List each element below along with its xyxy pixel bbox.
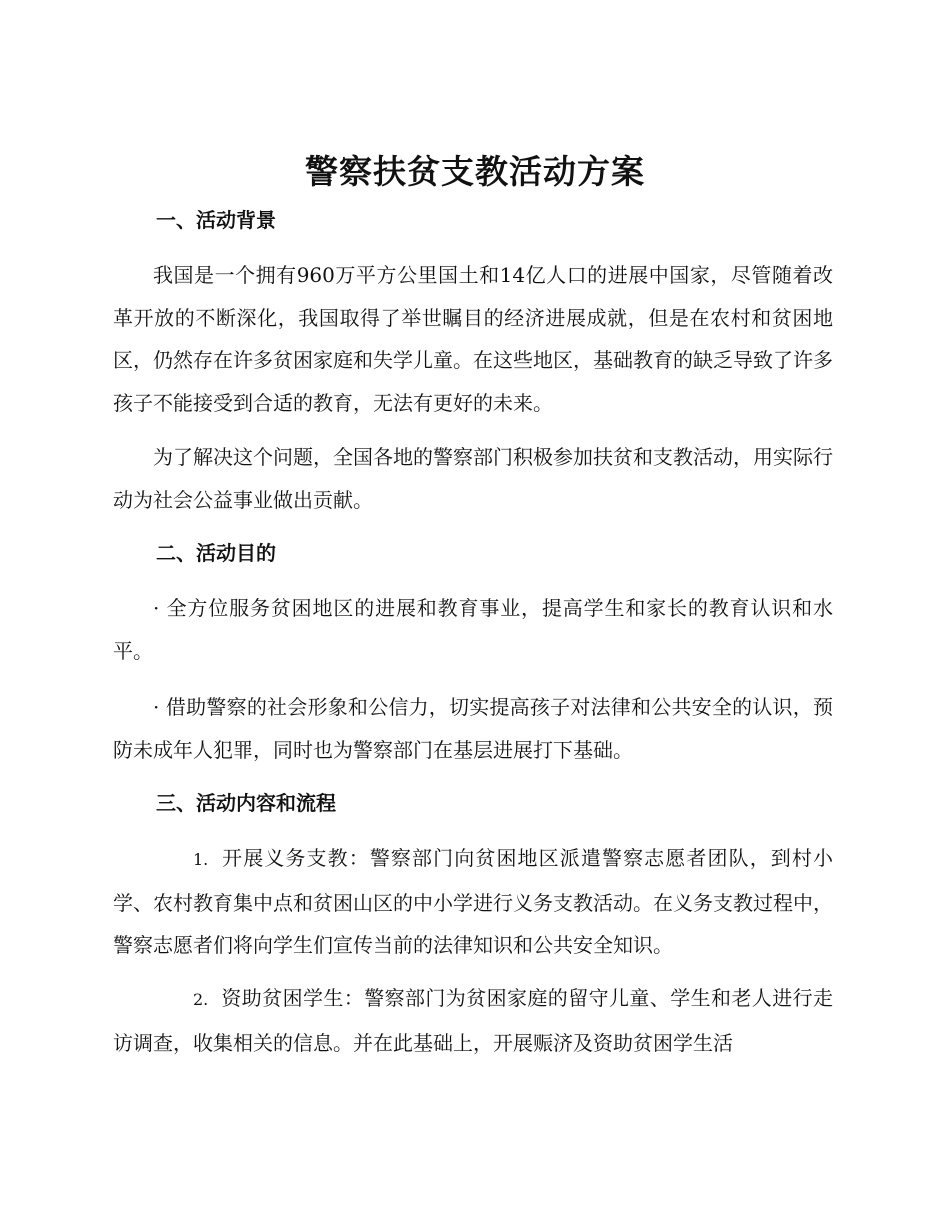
paragraph-purpose-2: · 借助警察的社会形象和公信力，切实提高孩子对法律和公共安全的认识，预防未成年人犯罪，同时也为警察部门在基层进展打下基础。	[113, 695, 833, 762]
numbered-item-2	[113, 977, 833, 1064]
paragraph-purpose-1: · 全方位服务贫困地区的进展和教育事业，提高学生和家长的教育认识和水平。	[113, 596, 833, 663]
section-heading-content: 三、活动内容和流程	[156, 791, 336, 815]
section-heading-background: 一、活动背景	[156, 208, 276, 232]
item-text: 资助贫困学生：警察部门为贫困家庭的留守儿童、学生和老人进行走访调查，收集相关的信息。并在此基础上，开展赈济及资助贫困学生活	[113, 986, 833, 1055]
paragraph-background-1: 我国是一个拥有960万平方公里国土和14亿人口的进展中国家，尽管随着改革开放的不断深化，我国取得了举世瞩目的经济进展成就，但是在农村和贫困地区，仍然存在许多贫困家庭和失学儿童。在这些地区，基础教育的缺乏导致了许多孩子不能接受到合适的教育，无法有更好的未来。	[113, 263, 833, 415]
item-number: 1.	[193, 850, 209, 869]
document-title: 警察扶贫支教活动方案	[305, 152, 645, 191]
item-number: 2.	[193, 990, 209, 1009]
section-heading-purpose: 二、活动目的	[156, 541, 276, 565]
numbered-item-1	[113, 837, 833, 967]
item-text: 开展义务支教：警察部门向贫困地区派遣警察志愿者团队，到村小学、农村教育集中点和贫困山区的中小学进行义务支教活动。在义务支教过程中，警察志愿者们将向学生们宣传当前的法律知识和公共安全知识。	[113, 846, 833, 957]
paragraph-background-2: 为了解决这个问题，全国各地的警察部门积极参加扶贫和支教活动，用实际行动为社会公益事业做出贡献。	[113, 445, 833, 512]
